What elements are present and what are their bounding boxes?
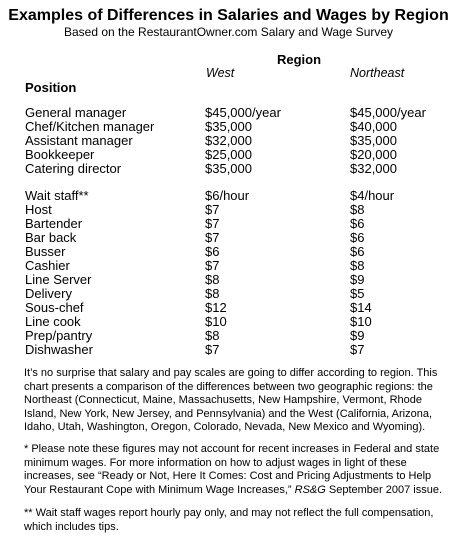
position-cell: Chef/Kitchen manager	[25, 119, 155, 134]
table-row	[0, 259, 457, 273]
northeast-value-cell: $8	[350, 258, 365, 273]
northeast-value-cell: $20,000	[350, 147, 397, 162]
west-value-cell: $35,000	[205, 161, 252, 176]
table-row	[0, 287, 457, 301]
table-row	[0, 134, 457, 148]
publication-name: RS&G	[294, 483, 326, 496]
west-value-cell: $6	[205, 244, 220, 259]
salaried-positions-table	[0, 106, 457, 176]
table-row	[0, 148, 457, 162]
page-subtitle: Based on the RestaurantOwner.com Salary and Wage Survey	[63, 25, 394, 39]
position-cell: Delivery	[25, 286, 72, 301]
intro-paragraph	[24, 367, 444, 435]
citation-issue: September 2007 issue.	[325, 483, 443, 496]
west-value-cell: $35,000	[205, 119, 252, 134]
position-cell: Line Server	[25, 272, 92, 287]
column-header-northeast: Northeast	[350, 66, 405, 80]
northeast-value-cell: $5	[350, 286, 365, 301]
wait-staff-footnote	[24, 507, 444, 534]
west-value-cell: $7	[205, 202, 220, 217]
west-value-cell: $32,000	[205, 133, 252, 148]
position-cell: Host	[25, 202, 52, 217]
table-row	[0, 329, 457, 343]
west-value-cell: $7	[205, 230, 220, 245]
northeast-value-cell: $6	[350, 244, 365, 259]
position-cell: Busser	[25, 244, 66, 259]
paragraph-line: which includes tips.	[24, 520, 119, 533]
position-cell: Wait staff**	[25, 188, 89, 203]
hourly-positions-table	[0, 189, 457, 357]
region-header: Region	[277, 52, 322, 67]
position-cell: Bookkeeper	[25, 147, 95, 162]
minimum-wage-footnote	[24, 443, 444, 497]
northeast-value-cell: $9	[350, 272, 365, 287]
paragraph-line: Island, New York, New Jersey, and Pennsylvania) and the West (California, Arizona,	[24, 407, 433, 420]
west-value-cell: $45,000/year	[205, 105, 281, 120]
paragraph-line: ** Wait staff wages report hourly pay only, and may not reflect the full compensation,	[24, 507, 434, 519]
west-value-cell: $25,000	[205, 147, 252, 162]
paragraph-line: increases, see “Ready or Not, Here It Comes: Cost and Pricing Adjustments to Help	[24, 470, 432, 482]
paragraph-line	[24, 484, 442, 496]
northeast-value-cell: $9	[350, 328, 365, 343]
citation-text: Your Restaurant Cope with Minimum Wage Increases,”	[24, 483, 295, 496]
northeast-value-cell: $45,000/year	[350, 105, 426, 120]
west-value-cell: $7	[205, 216, 220, 231]
west-value-cell: $8	[205, 328, 220, 343]
position-header: Position	[25, 80, 77, 95]
position-cell: Prep/pantry	[25, 328, 93, 343]
paragraph-line: * Please note these figures may not account for recent increases in Federal and state	[24, 443, 440, 455]
page-title: Examples of Differences in Salaries and Wages by Region	[8, 7, 449, 24]
table-row	[0, 231, 457, 245]
table-row	[0, 315, 457, 329]
table-row	[0, 189, 457, 203]
table-row	[0, 273, 457, 287]
west-value-cell: $7	[205, 342, 220, 357]
west-value-cell: $10	[205, 314, 227, 329]
table-row	[0, 301, 457, 315]
northeast-value-cell: $6	[350, 230, 365, 245]
west-value-cell: $8	[205, 272, 220, 287]
position-cell: Sous-chef	[25, 300, 84, 315]
table-row	[0, 245, 457, 259]
northeast-value-cell: $8	[350, 202, 365, 217]
paragraph-line: chart presents a comparison of the differences between two geographic regions: the	[24, 380, 433, 393]
table-row	[0, 106, 457, 120]
northeast-value-cell: $35,000	[350, 133, 397, 148]
northeast-value-cell: $6	[350, 216, 365, 231]
paragraph-line: minimum wages. For more information on how to adjust wages in light of these	[24, 456, 407, 469]
column-header-west: West	[206, 66, 235, 80]
table-row	[0, 343, 457, 357]
position-cell: Dishwasher	[25, 342, 93, 357]
west-value-cell: $7	[205, 258, 220, 273]
table-row	[0, 217, 457, 231]
paragraph-line: It’s no surprise that salary and pay scales are going to differ according to region. This	[24, 367, 438, 379]
west-value-cell: $6/hour	[205, 188, 250, 203]
position-cell: Bartender	[25, 216, 83, 231]
paragraph-line: Idaho, Utah, Washington, Oregon, Colorado, Nevada, New Mexico and Wyoming).	[24, 421, 426, 433]
position-cell: General manager	[25, 105, 127, 120]
position-cell: Cashier	[25, 258, 70, 273]
table-row	[0, 203, 457, 217]
paragraph-line: Northeast (Connecticut, Maine, Massachusetts, New Hampshire, Vermont, Rhode	[24, 394, 423, 406]
west-value-cell: $12	[205, 300, 227, 315]
position-cell: Assistant manager	[25, 133, 133, 148]
northeast-value-cell: $10	[350, 314, 372, 329]
northeast-value-cell: $14	[350, 300, 372, 315]
position-cell: Catering director	[25, 161, 122, 176]
position-cell: Bar back	[25, 230, 77, 245]
northeast-value-cell: $40,000	[350, 119, 397, 134]
position-cell: Line cook	[25, 314, 81, 329]
west-value-cell: $8	[205, 286, 220, 301]
table-row	[0, 162, 457, 176]
northeast-value-cell: $32,000	[350, 161, 397, 176]
northeast-value-cell: $4/hour	[350, 188, 395, 203]
northeast-value-cell: $7	[350, 342, 365, 357]
table-row	[0, 120, 457, 134]
